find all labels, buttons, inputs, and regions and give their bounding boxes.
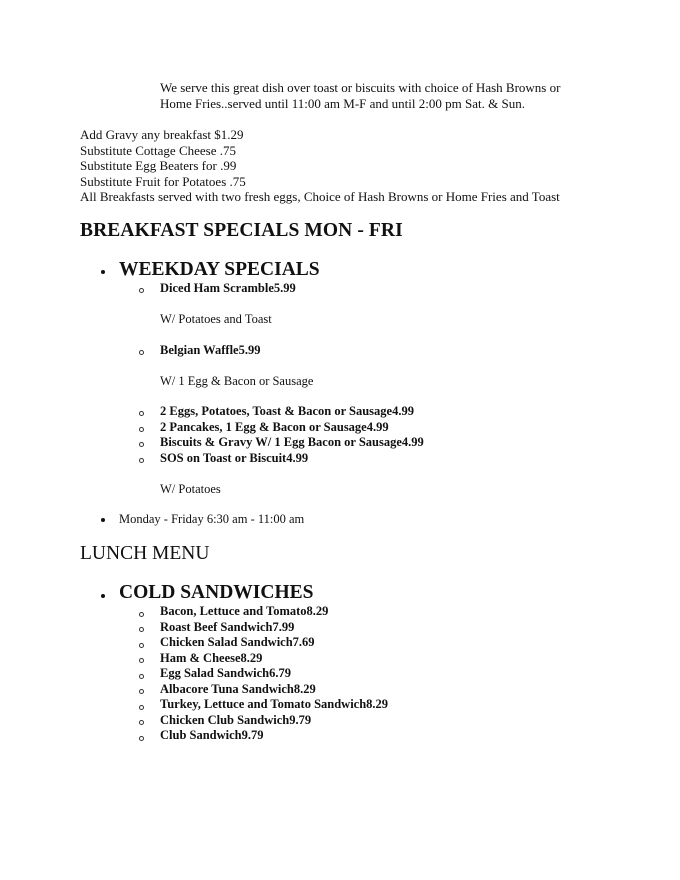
breakfast-section-title: BREAKFAST SPECIALS MON - FRI — [80, 220, 403, 241]
cold-sandwiches-heading: COLD SANDWICHES — [119, 582, 314, 603]
sandwich-item: Chicken Club Sandwich9.79 — [160, 713, 312, 727]
circle-bullet-icon — [139, 427, 144, 432]
circle-bullet-icon — [139, 411, 144, 416]
menu-item: Belgian Waffle5.99 — [160, 343, 261, 357]
circle-bullet-icon — [139, 643, 144, 648]
addon-line: Add Gravy any breakfast $1.29 — [80, 127, 244, 142]
addon-line: Substitute Egg Beaters for .99 — [80, 158, 237, 173]
bullet-icon — [101, 594, 105, 598]
weekday-specials-heading: WEEKDAY SPECIALS — [119, 259, 320, 280]
menu-item: SOS on Toast or Biscuit4.99 — [160, 451, 309, 465]
bullet-icon — [101, 270, 105, 274]
sandwich-item: Club Sandwich9.79 — [160, 728, 264, 742]
intro-line-1: We serve this great dish over toast or biscuits with choice of Hash Browns or — [160, 80, 561, 95]
circle-bullet-icon — [139, 720, 144, 725]
addon-line: All Breakfasts served with two fresh eggs, Choice of Hash Browns or Home Fries and Toast — [80, 189, 560, 204]
circle-bullet-icon — [139, 674, 144, 679]
bullet-icon — [101, 518, 105, 522]
circle-bullet-icon — [139, 350, 144, 355]
addon-line: Substitute Cottage Cheese .75 — [80, 142, 236, 158]
lunch-section-title: LUNCH MENU — [80, 543, 210, 564]
sandwich-item: Ham & Cheese8.29 — [160, 651, 263, 665]
circle-bullet-icon — [139, 458, 144, 463]
circle-bullet-icon — [139, 705, 144, 710]
intro-line-2: Home Fries..served until 11:00 am M-F and until 2:00 pm Sat. & Sun. — [160, 96, 525, 111]
menu-item: Biscuits & Gravy W/ 1 Egg Bacon or Sausage4.99 — [160, 435, 424, 449]
sandwich-item: Turkey, Lettuce and Tomato Sandwich8.29 — [160, 697, 389, 711]
breakfast-addons — [80, 127, 670, 205]
circle-bullet-icon — [139, 288, 144, 293]
circle-bullet-icon — [139, 612, 144, 617]
menu-item-note: W/ Potatoes and Toast — [160, 312, 272, 326]
breakfast-hours: Monday - Friday 6:30 am - 11:00 am — [119, 512, 305, 526]
circle-bullet-icon — [139, 627, 144, 632]
menu-item: Diced Ham Scramble5.99 — [160, 281, 296, 295]
intro-paragraph — [160, 80, 620, 112]
sandwich-item: Bacon, Lettuce and Tomato8.29 — [160, 604, 329, 618]
menu-item-note: W/ Potatoes — [160, 482, 221, 496]
circle-bullet-icon — [139, 442, 144, 447]
addon-line: Substitute Fruit for Potatoes .75 — [80, 173, 246, 189]
menu-item: 2 Eggs, Potatoes, Toast & Bacon or Sausage4.99 — [160, 404, 414, 418]
sandwich-item: Egg Salad Sandwich6.79 — [160, 666, 291, 680]
menu-item: 2 Pancakes, 1 Egg & Bacon or Sausage4.99 — [160, 420, 389, 434]
circle-bullet-icon — [139, 689, 144, 694]
circle-bullet-icon — [139, 736, 144, 741]
menu-item-note: W/ 1 Egg & Bacon or Sausage — [160, 374, 314, 388]
sandwich-item: Albacore Tuna Sandwich8.29 — [160, 682, 316, 696]
circle-bullet-icon — [139, 658, 144, 663]
sandwich-item: Chicken Salad Sandwich7.69 — [160, 635, 315, 649]
sandwich-item: Roast Beef Sandwich7.99 — [160, 620, 295, 634]
